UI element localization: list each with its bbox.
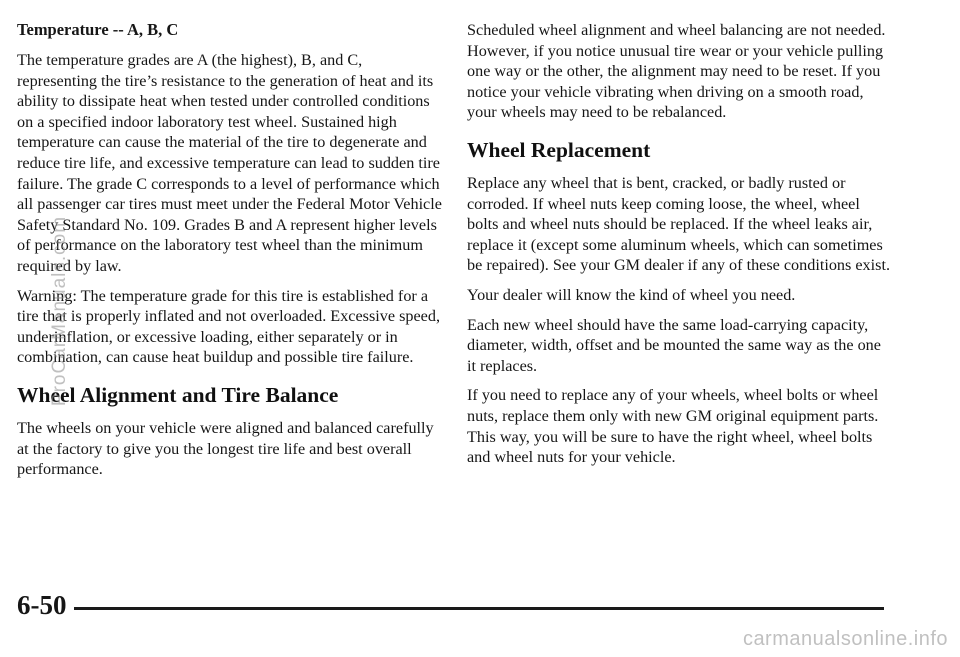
- side-watermark: ProCarManuals.com: [49, 215, 70, 407]
- wheel-replacement-heading: Wheel Replacement: [467, 137, 651, 162]
- warning-paragraph: Warning: The temperature grade for this tire is established for a tire that is properly inflated and not overloaded. Excessive speed, underinflation, or excessive loading, either separately or in combination, can cause heat buildup and possible tire failure.: [17, 286, 440, 367]
- dealer-paragraph: Your dealer will know the kind of wheel you need.: [467, 285, 796, 304]
- alignment-paragraph: The wheels on your vehicle were aligned and balanced carefully at the factory to give you the longest tire life and best overall performance.: [17, 418, 434, 479]
- bottom-watermark: carmanualsonline.info: [742, 628, 948, 650]
- replace-wheel-paragraph: Replace any wheel that is bent, cracked, or badly rusted or corroded. If wheel nuts keep coming loose, the wheel, wheel bolts and wheel nuts should be replaced. If the wheel leaks air, replace it (except some aluminum wheels, which can sometimes be repaired). See your GM dealer if any of these conditions exist.: [467, 173, 890, 275]
- new-wheel-paragraph: Each new wheel should have the same load-carrying capacity, diameter, width, offset and be mounted the same way as the one it replaces.: [467, 315, 881, 375]
- footer-rule: [74, 607, 884, 610]
- wheel-alignment-heading: Wheel Alignment and Tire Balance: [17, 382, 339, 407]
- temperature-subheading: Temperature -- A, B, C: [17, 20, 179, 39]
- scheduled-alignment-paragraph: Scheduled wheel alignment and wheel balancing are not needed. However, if you notice unusual tire wear or your vehicle pulling one way or the other, the alignment may need to be reset. If you notice your vehicle vibrating when driving on a smooth road, your wheels may need to be rebalanced.: [467, 21, 886, 122]
- left-column: [17, 20, 442, 489]
- temperature-paragraph: The temperature grades are A (the highest), B, and C, representing the tire’s resistance to the generation of heat and its ability to dissipate heat when tested under controlled conditions on a specified indoor laboratory test wheel. Sustained high temperature can cause the material of the tire to degenerate and reduce tire life, and excessive temperature can lead to sudden tire failure. The grade C corresponds to a level of performance which all passenger car tires must meet under the Federal Motor Vehicle Safety Standard No. 109. Grades B and A represent higher levels of performance on the laboratory test wheel than the minimum required by law.: [17, 51, 442, 275]
- gm-parts-paragraph: If you need to replace any of your wheels, wheel bolts or wheel nuts, replace them only with new GM original equipment parts. This way, you will be sure to have the right wheel, wheel bolts and wheel nuts for your vehicle.: [467, 386, 879, 467]
- page-number: 6-50: [17, 590, 67, 620]
- right-column: [467, 20, 892, 477]
